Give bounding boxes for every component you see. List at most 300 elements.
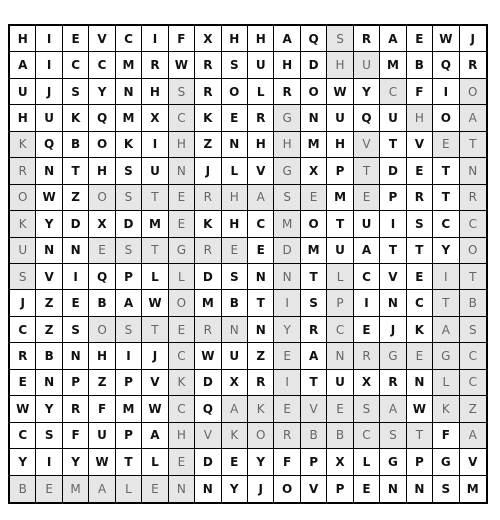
letter-cell[interactable]: F — [63, 423, 89, 449]
letter-cell[interactable]: Z — [460, 396, 486, 422]
letter-cell[interactable]: N — [380, 476, 406, 502]
letter-cell[interactable]: X — [142, 105, 168, 131]
letter-cell[interactable]: S — [301, 290, 327, 316]
letter-cell[interactable]: N — [407, 476, 433, 502]
letter-cell[interactable]: R — [354, 343, 380, 369]
letter-cell[interactable]: P — [407, 449, 433, 475]
letter-cell[interactable]: E — [407, 264, 433, 290]
letter-cell[interactable]: Q — [36, 132, 62, 158]
letter-cell[interactable]: A — [222, 396, 248, 422]
letter-cell[interactable]: K — [433, 396, 459, 422]
letter-cell[interactable]: T — [460, 264, 486, 290]
letter-cell[interactable]: M — [195, 290, 221, 316]
letter-cell[interactable]: R — [195, 317, 221, 343]
letter-cell[interactable]: X — [327, 449, 353, 475]
letter-cell[interactable]: I — [116, 343, 142, 369]
letter-cell[interactable]: N — [301, 105, 327, 131]
letter-cell[interactable]: V — [407, 132, 433, 158]
letter-cell[interactable]: F — [89, 396, 115, 422]
letter-cell[interactable]: G — [433, 343, 459, 369]
letter-cell[interactable]: T — [248, 290, 274, 316]
letter-cell[interactable]: T — [433, 290, 459, 316]
letter-cell[interactable]: X — [195, 26, 221, 52]
letter-cell[interactable]: U — [380, 105, 406, 131]
letter-cell[interactable]: U — [327, 370, 353, 396]
letter-cell[interactable]: E — [10, 370, 36, 396]
letter-cell[interactable]: L — [248, 79, 274, 105]
letter-cell[interactable]: K — [195, 105, 221, 131]
letter-cell[interactable]: S — [63, 79, 89, 105]
letter-cell[interactable]: D — [195, 449, 221, 475]
letter-cell[interactable]: D — [380, 158, 406, 184]
letter-cell[interactable]: R — [248, 370, 274, 396]
letter-cell[interactable]: E — [354, 476, 380, 502]
letter-cell[interactable]: E — [222, 238, 248, 264]
letter-cell[interactable]: H — [10, 105, 36, 131]
letter-cell[interactable]: A — [354, 238, 380, 264]
letter-cell[interactable]: P — [327, 290, 353, 316]
letter-cell[interactable]: R — [407, 185, 433, 211]
letter-cell[interactable]: V — [301, 396, 327, 422]
letter-cell[interactable]: P — [116, 264, 142, 290]
letter-cell[interactable]: C — [169, 343, 195, 369]
letter-cell[interactable]: S — [36, 423, 62, 449]
letter-cell[interactable]: K — [407, 317, 433, 343]
letter-cell[interactable]: N — [222, 132, 248, 158]
letter-cell[interactable]: Y — [354, 79, 380, 105]
letter-cell[interactable]: H — [89, 343, 115, 369]
letter-cell[interactable]: M — [274, 211, 300, 237]
letter-cell[interactable]: C — [433, 211, 459, 237]
letter-cell[interactable]: T — [407, 423, 433, 449]
letter-cell[interactable]: C — [63, 52, 89, 78]
letter-cell[interactable]: U — [142, 158, 168, 184]
letter-cell[interactable]: I — [36, 449, 62, 475]
letter-cell[interactable]: H — [89, 158, 115, 184]
letter-cell[interactable]: T — [301, 264, 327, 290]
letter-cell[interactable]: T — [142, 185, 168, 211]
letter-cell[interactable]: E — [89, 238, 115, 264]
letter-cell[interactable]: R — [460, 52, 486, 78]
letter-cell[interactable]: S — [116, 185, 142, 211]
letter-cell[interactable]: H — [274, 132, 300, 158]
letter-cell[interactable]: Q — [195, 396, 221, 422]
letter-cell[interactable]: Q — [301, 26, 327, 52]
letter-cell[interactable]: G — [274, 158, 300, 184]
letter-cell[interactable]: X — [89, 211, 115, 237]
letter-cell[interactable]: B — [327, 423, 353, 449]
letter-cell[interactable]: H — [407, 105, 433, 131]
letter-cell[interactable]: O — [248, 423, 274, 449]
letter-cell[interactable]: V — [142, 370, 168, 396]
letter-cell[interactable]: A — [301, 343, 327, 369]
letter-cell[interactable]: H — [142, 79, 168, 105]
letter-cell[interactable]: C — [10, 317, 36, 343]
letter-cell[interactable]: W — [36, 185, 62, 211]
letter-cell[interactable]: Q — [89, 105, 115, 131]
letter-cell[interactable]: V — [89, 26, 115, 52]
letter-cell[interactable]: S — [380, 423, 406, 449]
letter-cell[interactable]: U — [36, 105, 62, 131]
letter-cell[interactable]: A — [433, 317, 459, 343]
letter-cell[interactable]: B — [89, 290, 115, 316]
letter-cell[interactable]: R — [63, 396, 89, 422]
letter-cell[interactable]: B — [10, 476, 36, 502]
letter-cell[interactable]: Y — [248, 449, 274, 475]
letter-cell[interactable]: S — [433, 476, 459, 502]
letter-cell[interactable]: E — [274, 343, 300, 369]
letter-cell[interactable]: M — [301, 132, 327, 158]
letter-cell[interactable]: E — [274, 396, 300, 422]
letter-cell[interactable]: O — [274, 476, 300, 502]
letter-cell[interactable]: S — [116, 238, 142, 264]
letter-cell[interactable]: S — [116, 317, 142, 343]
letter-cell[interactable]: R — [195, 185, 221, 211]
letter-cell[interactable]: M — [301, 238, 327, 264]
letter-cell[interactable]: X — [222, 370, 248, 396]
letter-cell[interactable]: Z — [89, 370, 115, 396]
letter-cell[interactable]: J — [195, 158, 221, 184]
letter-cell[interactable]: H — [222, 185, 248, 211]
letter-cell[interactable]: C — [10, 423, 36, 449]
letter-cell[interactable]: U — [327, 105, 353, 131]
letter-cell[interactable]: I — [274, 290, 300, 316]
letter-cell[interactable]: H — [327, 52, 353, 78]
letter-cell[interactable]: B — [63, 132, 89, 158]
letter-cell[interactable]: R — [10, 343, 36, 369]
letter-cell[interactable]: C — [460, 211, 486, 237]
letter-cell[interactable]: E — [327, 396, 353, 422]
letter-cell[interactable]: V — [354, 132, 380, 158]
letter-cell[interactable]: K — [63, 105, 89, 131]
letter-cell[interactable]: O — [89, 185, 115, 211]
letter-cell[interactable]: L — [142, 264, 168, 290]
letter-cell[interactable]: I — [354, 290, 380, 316]
letter-cell[interactable]: P — [380, 185, 406, 211]
letter-cell[interactable]: L — [116, 476, 142, 502]
letter-cell[interactable]: L — [327, 264, 353, 290]
letter-cell[interactable]: G — [433, 449, 459, 475]
letter-cell[interactable]: C — [407, 290, 433, 316]
letter-cell[interactable]: B — [36, 343, 62, 369]
letter-cell[interactable]: E — [63, 290, 89, 316]
letter-cell[interactable]: W — [433, 26, 459, 52]
letter-cell[interactable]: B — [460, 290, 486, 316]
letter-cell[interactable]: T — [380, 132, 406, 158]
letter-cell[interactable]: H — [169, 423, 195, 449]
letter-cell[interactable]: J — [380, 317, 406, 343]
letter-cell[interactable]: W — [89, 449, 115, 475]
letter-cell[interactable]: M — [116, 105, 142, 131]
letter-cell[interactable]: L — [142, 449, 168, 475]
letter-cell[interactable]: L — [354, 449, 380, 475]
letter-cell[interactable]: C — [169, 105, 195, 131]
letter-cell[interactable]: A — [380, 26, 406, 52]
letter-cell[interactable]: K — [169, 370, 195, 396]
letter-cell[interactable]: X — [301, 158, 327, 184]
letter-cell[interactable]: J — [142, 343, 168, 369]
letter-cell[interactable]: H — [274, 52, 300, 78]
letter-cell[interactable]: P — [327, 158, 353, 184]
letter-cell[interactable]: A — [10, 52, 36, 78]
letter-cell[interactable]: R — [274, 79, 300, 105]
letter-cell[interactable]: H — [222, 211, 248, 237]
letter-cell[interactable]: D — [301, 52, 327, 78]
letter-cell[interactable]: N — [327, 343, 353, 369]
letter-cell[interactable]: R — [195, 52, 221, 78]
letter-cell[interactable]: J — [36, 79, 62, 105]
letter-cell[interactable]: T — [354, 158, 380, 184]
letter-cell[interactable]: W — [142, 396, 168, 422]
letter-cell[interactable]: T — [327, 211, 353, 237]
letter-cell[interactable]: N — [36, 238, 62, 264]
letter-cell[interactable]: C — [380, 79, 406, 105]
letter-cell[interactable]: C — [460, 343, 486, 369]
letter-cell[interactable]: J — [460, 26, 486, 52]
letter-cell[interactable]: R — [460, 185, 486, 211]
letter-cell[interactable]: A — [460, 105, 486, 131]
letter-cell[interactable]: C — [89, 52, 115, 78]
letter-cell[interactable]: K — [222, 423, 248, 449]
letter-cell[interactable]: E — [169, 317, 195, 343]
letter-cell[interactable]: B — [222, 290, 248, 316]
letter-cell[interactable]: Q — [433, 52, 459, 78]
letter-cell[interactable]: O — [301, 211, 327, 237]
letter-cell[interactable]: S — [327, 26, 353, 52]
letter-cell[interactable]: N — [169, 158, 195, 184]
letter-cell[interactable]: O — [89, 132, 115, 158]
letter-cell[interactable]: B — [407, 52, 433, 78]
letter-cell[interactable]: F — [407, 79, 433, 105]
letter-cell[interactable]: T — [460, 132, 486, 158]
letter-cell[interactable]: L — [433, 370, 459, 396]
letter-cell[interactable]: X — [354, 370, 380, 396]
letter-cell[interactable]: P — [116, 370, 142, 396]
letter-cell[interactable]: A — [380, 396, 406, 422]
letter-cell[interactable]: Y — [63, 449, 89, 475]
letter-cell[interactable]: C — [354, 423, 380, 449]
letter-cell[interactable]: H — [169, 132, 195, 158]
letter-cell[interactable]: R — [10, 158, 36, 184]
letter-cell[interactable]: S — [222, 52, 248, 78]
letter-cell[interactable]: R — [142, 52, 168, 78]
letter-cell[interactable]: F — [169, 26, 195, 52]
letter-cell[interactable]: D — [116, 211, 142, 237]
letter-cell[interactable]: T — [142, 317, 168, 343]
letter-cell[interactable]: O — [433, 105, 459, 131]
letter-cell[interactable]: V — [195, 423, 221, 449]
letter-cell[interactable]: O — [222, 79, 248, 105]
letter-cell[interactable]: M — [380, 52, 406, 78]
letter-cell[interactable]: R — [195, 238, 221, 264]
letter-cell[interactable]: E — [169, 449, 195, 475]
letter-cell[interactable]: A — [248, 185, 274, 211]
letter-cell[interactable]: L — [169, 264, 195, 290]
letter-cell[interactable]: G — [380, 343, 406, 369]
letter-cell[interactable]: M — [116, 396, 142, 422]
letter-cell[interactable]: I — [36, 52, 62, 78]
letter-cell[interactable]: T — [433, 185, 459, 211]
letter-cell[interactable]: Y — [274, 317, 300, 343]
letter-cell[interactable]: A — [89, 476, 115, 502]
letter-cell[interactable]: N — [36, 158, 62, 184]
letter-cell[interactable]: C — [354, 264, 380, 290]
letter-cell[interactable]: T — [63, 158, 89, 184]
letter-cell[interactable]: R — [248, 105, 274, 131]
letter-cell[interactable]: C — [116, 26, 142, 52]
letter-cell[interactable]: Z — [248, 343, 274, 369]
letter-cell[interactable]: H — [222, 26, 248, 52]
letter-cell[interactable]: N — [248, 317, 274, 343]
letter-cell[interactable]: V — [460, 449, 486, 475]
letter-cell[interactable]: J — [10, 290, 36, 316]
letter-cell[interactable]: E — [142, 476, 168, 502]
letter-cell[interactable]: N — [36, 370, 62, 396]
letter-cell[interactable]: F — [433, 423, 459, 449]
letter-cell[interactable]: N — [116, 79, 142, 105]
letter-cell[interactable]: T — [380, 238, 406, 264]
letter-cell[interactable]: E — [222, 105, 248, 131]
letter-cell[interactable]: Z — [36, 290, 62, 316]
letter-cell[interactable]: R — [274, 423, 300, 449]
letter-cell[interactable]: N — [460, 158, 486, 184]
letter-cell[interactable]: P — [116, 423, 142, 449]
letter-cell[interactable]: S — [407, 211, 433, 237]
letter-cell[interactable]: S — [10, 264, 36, 290]
letter-cell[interactable]: Y — [36, 396, 62, 422]
letter-cell[interactable]: V — [380, 264, 406, 290]
letter-cell[interactable]: K — [10, 132, 36, 158]
letter-cell[interactable]: R — [301, 317, 327, 343]
letter-cell[interactable]: N — [63, 343, 89, 369]
letter-cell[interactable]: C — [327, 317, 353, 343]
letter-cell[interactable]: R — [195, 79, 221, 105]
letter-cell[interactable]: W — [327, 79, 353, 105]
letter-cell[interactable]: F — [274, 449, 300, 475]
letter-cell[interactable]: L — [222, 158, 248, 184]
letter-cell[interactable]: P — [63, 370, 89, 396]
letter-cell[interactable]: I — [142, 26, 168, 52]
letter-cell[interactable]: T — [116, 449, 142, 475]
letter-cell[interactable]: D — [63, 211, 89, 237]
letter-cell[interactable]: W — [142, 290, 168, 316]
letter-cell[interactable]: A — [274, 26, 300, 52]
letter-cell[interactable]: W — [195, 343, 221, 369]
letter-cell[interactable]: Y — [36, 211, 62, 237]
letter-cell[interactable]: E — [354, 317, 380, 343]
letter-cell[interactable]: U — [222, 343, 248, 369]
letter-cell[interactable]: E — [407, 343, 433, 369]
letter-cell[interactable]: R — [354, 26, 380, 52]
letter-cell[interactable]: S — [116, 158, 142, 184]
letter-cell[interactable]: G — [169, 238, 195, 264]
letter-cell[interactable]: K — [195, 211, 221, 237]
letter-cell[interactable]: E — [36, 476, 62, 502]
letter-cell[interactable]: E — [301, 185, 327, 211]
letter-cell[interactable]: Z — [195, 132, 221, 158]
letter-cell[interactable]: U — [327, 238, 353, 264]
letter-cell[interactable]: S — [63, 317, 89, 343]
letter-cell[interactable]: Z — [36, 317, 62, 343]
letter-cell[interactable]: S — [354, 396, 380, 422]
letter-cell[interactable]: C — [460, 370, 486, 396]
letter-cell[interactable]: E — [354, 185, 380, 211]
letter-cell[interactable]: T — [142, 238, 168, 264]
letter-cell[interactable]: I — [380, 211, 406, 237]
letter-cell[interactable]: M — [466, 481, 479, 496]
letter-cell[interactable]: V — [301, 476, 327, 502]
letter-cell[interactable]: J — [248, 476, 274, 502]
letter-cell[interactable]: U — [89, 423, 115, 449]
letter-cell[interactable]: N — [407, 370, 433, 396]
letter-cell[interactable]: V — [36, 264, 62, 290]
letter-cell[interactable]: I — [274, 370, 300, 396]
letter-cell[interactable]: U — [10, 79, 36, 105]
letter-cell[interactable]: U — [10, 238, 36, 264]
letter-cell[interactable]: U — [248, 52, 274, 78]
letter-cell[interactable]: E — [407, 158, 433, 184]
letter-cell[interactable]: E — [433, 132, 459, 158]
letter-cell[interactable]: D — [274, 238, 300, 264]
letter-cell[interactable]: Q — [354, 105, 380, 131]
letter-cell[interactable]: U — [354, 52, 380, 78]
letter-cell[interactable]: E — [169, 185, 195, 211]
letter-cell[interactable]: W — [10, 396, 36, 422]
letter-cell[interactable]: M — [327, 185, 353, 211]
letter-cell[interactable]: N — [169, 476, 195, 502]
letter-cell[interactable]: O — [10, 185, 36, 211]
letter-cell[interactable]: E — [248, 238, 274, 264]
letter-cell[interactable]: T — [433, 158, 459, 184]
letter-cell[interactable]: M — [142, 211, 168, 237]
letter-cell[interactable]: M — [116, 52, 142, 78]
letter-cell[interactable]: I — [63, 264, 89, 290]
letter-cell[interactable]: W — [169, 52, 195, 78]
letter-cell[interactable]: C — [248, 211, 274, 237]
letter-cell[interactable]: W — [407, 396, 433, 422]
letter-cell[interactable]: H — [10, 26, 36, 52]
letter-cell[interactable]: N — [380, 290, 406, 316]
letter-cell[interactable]: E — [63, 26, 89, 52]
letter-cell[interactable]: O — [460, 79, 486, 105]
letter-cell[interactable]: Y — [222, 476, 248, 502]
letter-cell[interactable]: G — [274, 105, 300, 131]
letter-cell[interactable]: I — [36, 26, 62, 52]
letter-cell[interactable]: A — [460, 423, 486, 449]
letter-cell[interactable]: H — [248, 26, 274, 52]
letter-cell[interactable]: M — [63, 476, 89, 502]
letter-cell[interactable]: D — [195, 264, 221, 290]
letter-cell[interactable]: K — [116, 132, 142, 158]
letter-cell[interactable]: B — [301, 423, 327, 449]
letter-cell[interactable]: D — [195, 370, 221, 396]
letter-cell[interactable]: N — [195, 476, 221, 502]
letter-cell[interactable]: S — [169, 79, 195, 105]
letter-cell[interactable]: I — [433, 79, 459, 105]
letter-cell[interactable]: T — [407, 238, 433, 264]
letter-cell[interactable]: R — [380, 370, 406, 396]
letter-cell[interactable]: Q — [89, 264, 115, 290]
letter-cell[interactable]: K — [10, 211, 36, 237]
letter-cell[interactable]: Y — [433, 238, 459, 264]
letter-cell[interactable]: I — [433, 264, 459, 290]
letter-cell[interactable]: O — [301, 79, 327, 105]
letter-cell[interactable]: Z — [63, 185, 89, 211]
letter-cell[interactable]: N — [63, 238, 89, 264]
letter-cell[interactable]: O — [89, 317, 115, 343]
letter-cell[interactable]: P — [301, 449, 327, 475]
letter-cell[interactable]: V — [248, 158, 274, 184]
